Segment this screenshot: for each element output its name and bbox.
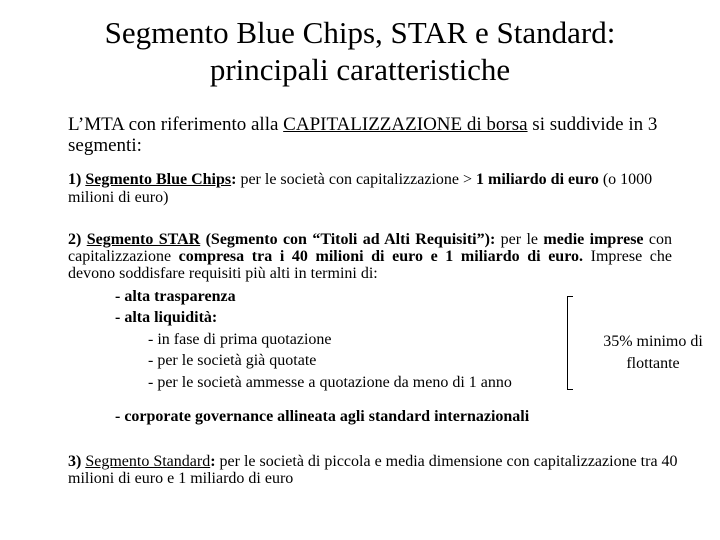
requirement-governance: - corporate governance allineata agli standard internazionali	[115, 408, 530, 425]
intro-paragraph	[68, 114, 668, 156]
segment-2-number: 2)	[68, 231, 82, 248]
segment-2-paren: (Segmento con “Titoli ad Alti Requisiti”):	[200, 231, 496, 248]
segment-1-number: 1)	[68, 171, 82, 188]
segment-3-text: per le società di piccola e media dimensione con capitalizzazione tra 40 milioni di euro e 1 miliardo di euro	[68, 453, 678, 487]
segment-1-colon: :	[231, 171, 237, 188]
segment-2-t4: compresa tra i 40 milioni di euro e 1 miliardo di euro.	[178, 248, 584, 265]
segment-3-number: 3)	[68, 453, 82, 470]
segment-2-t5: Imprese che devono soddisfare requisiti più alti in termini di:	[68, 248, 673, 282]
liquidity-case-listed: - per le società già quotate	[148, 352, 317, 369]
bracket	[567, 296, 573, 390]
title-line-1: Segmento Blue Chips, STAR e Standard:	[104, 15, 616, 50]
segment-2-t1: per le	[495, 231, 544, 248]
segment-3-colon: :	[210, 453, 216, 470]
intro-suffix: si suddivide in 3 segmenti:	[68, 114, 658, 156]
liquidity-case-recent: - per le società ammesse a quotazione da meno di 1 anno	[148, 374, 512, 391]
segment-2-t3: con capitalizzazione	[68, 231, 673, 265]
segment-1-threshold: 1 miliardo di euro	[476, 171, 599, 188]
segment-blue-chips	[68, 171, 698, 207]
intro-highlight: CAPITALIZZAZIONE di borsa	[283, 114, 528, 135]
requirement-transparency: - alta trasparenza	[115, 288, 236, 305]
segment-3-name: Segmento Standard	[85, 453, 211, 470]
segment-1-tail: (o 1000 milioni di euro)	[68, 171, 653, 206]
segment-standard	[68, 453, 698, 487]
segment-2-name: Segmento STAR	[86, 231, 201, 248]
float-note: 35% minimo di flottante	[603, 333, 703, 372]
liquidity-case-first-listing: - in fase di prima quotazione	[148, 331, 332, 348]
requirement-liquidity: - alta liquidità:	[115, 309, 218, 326]
page-title	[0, 14, 720, 88]
segment-star	[68, 231, 672, 282]
segment-1-text: per le società con capitalizzazione >	[236, 171, 477, 188]
intro-prefix: L’MTA con riferimento alla	[68, 114, 284, 135]
segment-2-t2: medie imprese	[543, 231, 644, 248]
segment-1-name: Segmento Blue Chips	[85, 171, 232, 188]
title-line-2: principali caratteristiche	[209, 52, 511, 87]
